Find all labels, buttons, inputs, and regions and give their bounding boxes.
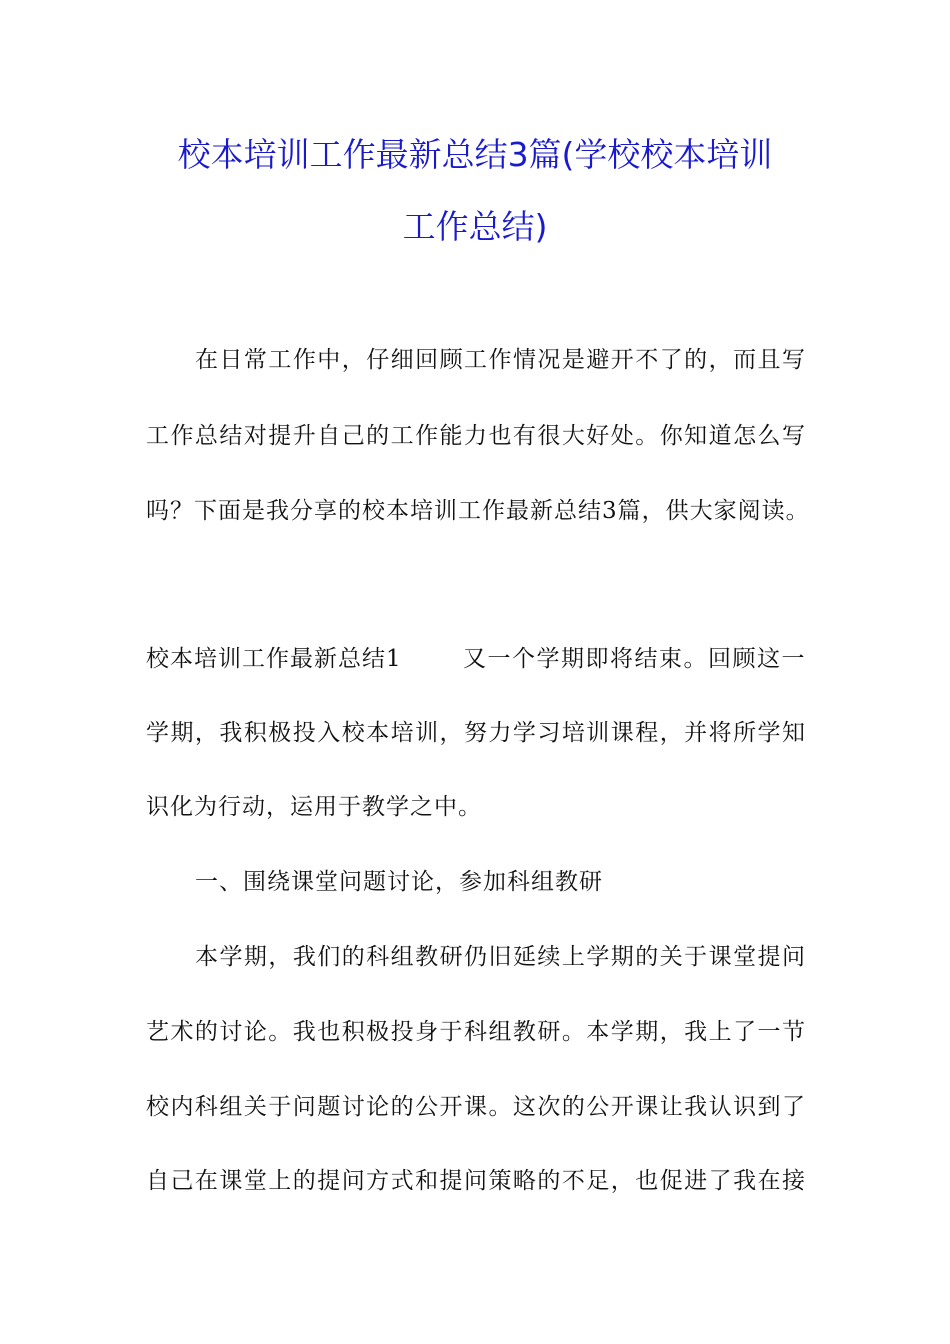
paragraph2-line-3: 校内科组关于问题讨论的公开课。这次的公开课让我认识到了 [146, 1094, 806, 1120]
section1-first-line [146, 648, 806, 671]
section1-line-2: 学期，我积极投入校本培训，努力学习培训课程，并将所学知 [146, 720, 806, 746]
document-title-line-1: 校本培训工作最新总结3篇(学校校本培训 [177, 135, 773, 174]
paragraph2-line-1: 本学期，我们的科组教研仍旧延续上学期的关于课堂提问 [195, 944, 806, 970]
paragraph2-line-2: 艺术的讨论。我也积极投身于科组教研。本学期，我上了一节 [146, 1019, 806, 1045]
subheading-1: 一、围绕课堂问题讨论，参加科组教研 [195, 869, 603, 895]
section1-line-3: 识化为行动，运用于教学之中。 [146, 794, 482, 820]
intro-line-1: 在日常工作中，仔细回顾工作情况是避开不了的，而且写 [195, 347, 806, 373]
intro-line-2: 工作总结对提升自己的工作能力也有很大好处。你知道怎么写 [146, 423, 806, 449]
section1-first-line-text: 又一个学期即将结束。回顾这一 [463, 646, 806, 672]
intro-line-3: 吗？下面是我分享的校本培训工作最新总结3篇，供大家阅读。 [146, 498, 810, 524]
document-title-line-2: 工作总结) [402, 207, 548, 246]
section1-heading: 校本培训工作最新总结1 [146, 646, 402, 672]
paragraph2-line-4: 自己在课堂上的提问方式和提问策略的不足，也促进了我在接 [146, 1168, 806, 1194]
